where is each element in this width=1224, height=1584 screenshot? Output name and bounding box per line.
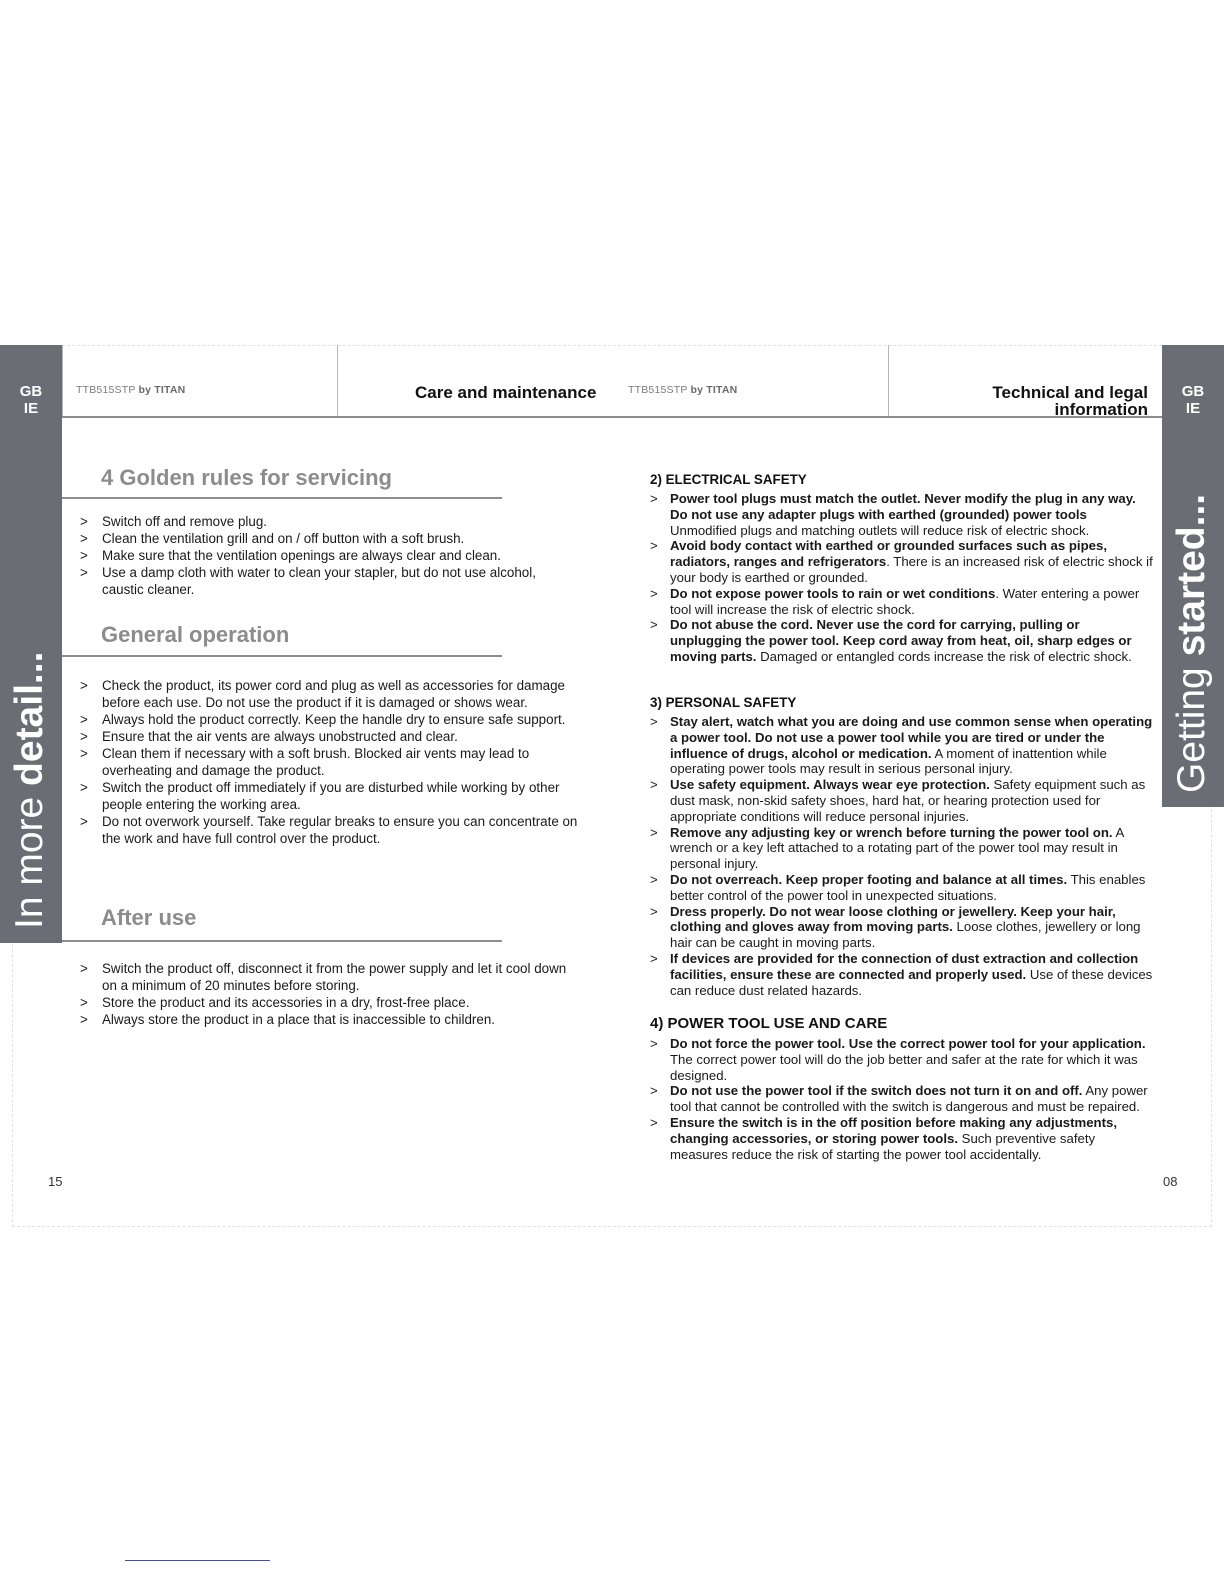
side-tab-label-light: In more: [8, 785, 51, 929]
list-item: > Clean the ventilation grill and on / off button with a soft brush.: [80, 530, 580, 547]
side-tab-label-bold: detail...: [8, 651, 51, 786]
lang-codes: [0, 383, 62, 417]
section-title: After use: [101, 905, 197, 930]
page-number-left: 15: [48, 1174, 63, 1189]
list-item: > Switch the product off, disconnect it from the power supply and let it cool down on a minimum of 20 minutes before storing.: [80, 960, 580, 994]
list-item: [650, 617, 1155, 664]
section-title: 4) POWER TOOL USE AND CARE: [650, 1015, 888, 1032]
electrical-safety-list: [650, 491, 1155, 665]
item-bold: Avoid body contact with earthed or grounded surfaces such as pipes, radiators, ranges and refrigerators: [670, 538, 1107, 570]
list-item: > Ensure that the air vents are always unobstructed and clear.: [80, 728, 580, 745]
model-number: TTB515STP: [76, 384, 136, 396]
item-text: This enables better control of the power tool in unexpected situations.: [670, 871, 1146, 903]
section-rule: [62, 497, 502, 499]
item-text: A moment of inattention while operating power tools may result in serious personal injury.: [670, 745, 1107, 777]
side-tab-label-bold: started...: [1170, 493, 1213, 657]
list-item: [650, 491, 1155, 538]
header-divider: [888, 345, 889, 417]
personal-safety-list: [650, 714, 1155, 998]
item-text: Damaged or entangled cords increase the risk of electric shock.: [756, 648, 1132, 664]
list-item: [650, 777, 1155, 824]
item-text: Unmodified plugs and matching outlets will reduce risk of electric shock.: [670, 522, 1090, 538]
list-item: > Use a damp cloth with water to clean your stapler, but do not use alcohol, caustic cleaner.: [80, 564, 580, 598]
list-item: [650, 1115, 1155, 1162]
side-tab-right: [1162, 345, 1224, 807]
list-item: [650, 904, 1155, 951]
list-item: > Always store the product in a place that is inaccessible to children.: [80, 1011, 580, 1028]
side-tab-left: [0, 345, 62, 943]
section-rule: [62, 940, 502, 942]
item-bold: Dress properly. Do not wear loose clothing or jewellery. Keep your hair, clothing and gloves away from moving parts.: [670, 903, 1116, 935]
list-item: [650, 872, 1155, 904]
lang-code-gb: GB: [19, 383, 43, 400]
list-item: > Clean them if necessary with a soft brush. Blocked air vents may lead to overheating and damage the product.: [80, 745, 580, 779]
page-number-right: 08: [1163, 1174, 1178, 1189]
footer-underline: [125, 1560, 270, 1561]
item-text: The correct power tool will do the job better and safer at the rate for which it was designed.: [670, 1051, 1138, 1083]
side-tab-label: [1170, 494, 1214, 793]
item-text: . Water entering a power tool will increase the risk of electric shock.: [670, 585, 1140, 617]
list-item: [650, 714, 1155, 777]
list-item: > Make sure that the ventilation openings are always clear and clean.: [80, 547, 580, 564]
item-bold: Use safety equipment. Always wear eye protection.: [670, 777, 990, 793]
item-text: Safety equipment such as dust mask, non-skid safety shoes, hard hat, or hearing protection used for appropriate conditions will reduce personal injuries.: [670, 777, 1146, 824]
model-number: TTB515STP: [628, 384, 688, 396]
item-bold: Do not expose power tools to rain or wet conditions: [670, 585, 996, 601]
item-bold: Ensure the switch is in the off position before making any adjustments, changing accessories, or storing power tools.: [670, 1114, 1117, 1146]
general-operation-list: [80, 677, 580, 847]
lang-code-ie: IE: [1185, 400, 1201, 417]
brand-name: by TITAN: [690, 384, 738, 396]
item-bold: Stay alert, watch what you are doing and use common sense when operating a power tool. Do not use a power tool while you are tired or under the influence of drugs, alcohol or medication.: [670, 714, 1153, 761]
item-text: Use of these devices can reduce dust related hazards.: [670, 966, 1153, 998]
brand-right: [628, 384, 737, 396]
list-item: [650, 1083, 1155, 1115]
header-divider: [62, 345, 63, 417]
list-item: [650, 951, 1155, 998]
list-item: [650, 538, 1155, 585]
side-tab-label-light: Getting: [1170, 656, 1213, 793]
brand-left: [76, 384, 185, 396]
servicing-rules-list: [80, 513, 580, 598]
header-divider: [337, 345, 338, 417]
item-bold: Do not abuse the cord. Never use the cord for carrying, pulling or unplugging the power tool. Keep cord away from heat, oil, sharp edges or moving parts.: [670, 617, 1132, 664]
lang-code-ie: IE: [23, 400, 39, 417]
lang-codes: [1162, 383, 1224, 417]
lang-code-gb: GB: [1181, 383, 1205, 400]
list-item: > Always hold the product correctly. Keep the handle dry to ensure safe support.: [80, 711, 580, 728]
page-title-right-line1: Technical and legal: [992, 383, 1148, 402]
item-bold: Do not overreach. Keep proper footing and balance at all times.: [670, 871, 1068, 887]
list-item: [650, 825, 1155, 872]
list-item: > Check the product, its power cord and plug as well as accessories for damage before each use. Do not use the product if it is damaged or shows wear.: [80, 677, 580, 711]
list-item: > Do not overwork yourself. Take regular breaks to ensure you can concentrate on the work and have full control over the product.: [80, 813, 580, 847]
section-rule: [62, 655, 502, 657]
list-item: > Switch off and remove plug.: [80, 513, 580, 530]
item-bold: Power tool plugs must match the outlet. Never modify the plug in any way. Do not use any adapter plugs with earthed (grounded) power tools: [670, 491, 1136, 522]
item-text: A wrench or a key left attached to a rotating part of the power tool may result in personal injury.: [670, 824, 1124, 872]
item-bold: If devices are provided for the connection of dust extraction and collection facilities, ensure these are connected and properly used.: [670, 950, 1139, 982]
power-tool-care-list: [650, 1036, 1155, 1162]
section-title: 2) ELECTRICAL SAFETY: [650, 472, 807, 487]
section-title: 3) PERSONAL SAFETY: [650, 695, 797, 710]
brand-name: by TITAN: [138, 384, 186, 396]
list-item: > Switch the product off immediately if you are disturbed while working by other people entering the working area.: [80, 779, 580, 813]
item-text: Such preventive safety measures reduce the risk of starting the power tool accidentally.: [670, 1130, 1096, 1162]
list-item: [650, 586, 1155, 618]
after-use-list: [80, 960, 580, 1028]
item-bold: Do not force the power tool. Use the correct power tool for your application.: [670, 1036, 1146, 1051]
page-title-right-line2: information: [1054, 400, 1148, 419]
page-title-left: Care and maintenance: [415, 383, 597, 402]
page-title-right: [992, 384, 1148, 418]
side-tab-label: [8, 652, 52, 929]
section-title: 4 Golden rules for servicing: [101, 465, 392, 490]
item-text: . There is an increased risk of electric shock if your body is earthed or grounded.: [670, 554, 1153, 585]
item-bold: Do not use the power tool if the switch does not turn it on and off.: [670, 1083, 1083, 1099]
item-text: Loose clothes, jewellery or long hair can be caught in moving parts.: [670, 919, 1141, 951]
list-item: [650, 1036, 1155, 1083]
section-title: General operation: [101, 622, 290, 647]
list-item: > Store the product and its accessories in a dry, frost-free place.: [80, 994, 580, 1011]
item-text: Any power tool that cannot be controlled with the switch is dangerous and must be repaired.: [670, 1083, 1148, 1115]
item-bold: Remove any adjusting key or wrench before turning the power tool on.: [670, 824, 1113, 840]
